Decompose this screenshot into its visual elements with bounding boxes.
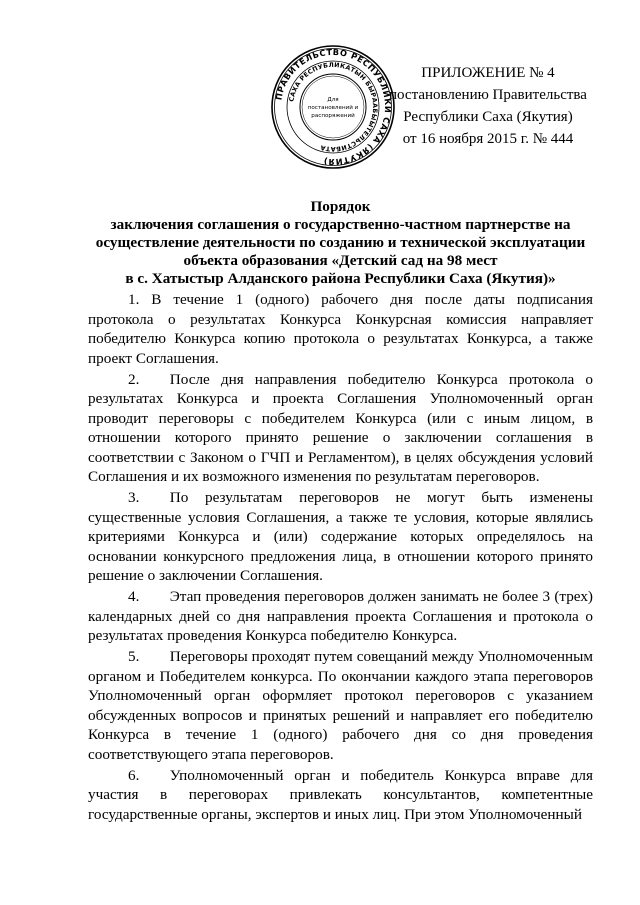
paragraph-line: отношении которого принято решение о заключении соглашения в (88, 429, 593, 446)
paragraph-line: решение о заключении Соглашения. (88, 567, 323, 584)
title-line: в с. Хатыстыр Алданского района Республики Саха (Якутия)» (125, 270, 556, 287)
paragraph-line: соответствии с Законом о ГЧП и Регламентом), в целях обсуждения условий (88, 448, 593, 466)
paragraph-line: результатах проведения Конкурса победителю Конкурса. (88, 627, 458, 644)
title-line: заключения соглашения о государственно-частном партнерстве на (110, 216, 571, 233)
paragraph-line: критериями Конкурса и (или) содержание которых определялось на (88, 528, 593, 545)
seal-outer-text: ПРАВИТЕЛЬСТВО РЕСПУБЛИКИ САХА (ЯКУТИЯ) (273, 46, 394, 168)
paragraph-line: участия в переговорах привлекать консультантов, компетентные (88, 786, 593, 803)
title-line: Порядок (310, 198, 371, 215)
paragraph-line: обсужденных вопросов и принятых решений и направляет его победителю (88, 706, 593, 724)
paragraph-line: государственные органы, экспертов и иных лиц. При этом Уполномоченный (88, 805, 582, 823)
paragraph-line: результатах Конкурса и проекта Соглашения Уполномоченный орган (88, 390, 593, 407)
paragraph-line: 5. Переговоры проходят путем совещаний между Уполномоченным (128, 648, 593, 665)
paragraph-line: проводит переговоры с победителем Конкурса (или с иным лицом, в (88, 409, 593, 427)
document-body (88, 290, 593, 826)
paragraph-line: 1. В течение 1 (одного) рабочего дня после даты подписания (128, 291, 593, 308)
seal-middle-text: САХА РЕСПУБЛИКАТЫН БЫРААБЫЫТЕЛЬСТИБАТА (288, 61, 379, 153)
seal-center-line-3: распоряжений (311, 113, 355, 119)
paragraph-line: протокола о результатах Конкурса Конкурсная комиссия направляет (88, 310, 593, 328)
paragraph-3 (88, 488, 593, 586)
paragraph-line: проект Соглашения. (88, 349, 219, 367)
paragraph-line: основании конкурсного предложения лица, в отношении которого принято (88, 547, 593, 565)
seal-center-line-2: постановлений и (307, 105, 359, 111)
seal-center-line-1: Для (327, 97, 339, 103)
paragraph-5 (88, 647, 593, 764)
paragraph-line: существенные условия Соглашения, а также те условия, которые являлись (88, 508, 593, 526)
appendix-title: ПРИЛОЖЕНИЕ № 4 (421, 65, 555, 81)
paragraph-line: органом и Победителем конкурса. По окончании каждого этапа переговоров (88, 667, 593, 685)
paragraph-line: Уполномоченный орган оформляет протокол переговоров с указанием (88, 687, 593, 704)
appendix-government-line: Республики Саха (Якутия) (403, 109, 573, 125)
appendix-header (368, 62, 608, 150)
paragraph-line: 4. Этап проведения переговоров должен занимать не более 3 (трех) (128, 588, 593, 605)
appendix-decree-line: постановлению Правительства (389, 87, 587, 103)
paragraph-line: Конкурса в течение 1 (одного) рабочего дня со дня проведения (88, 726, 593, 743)
paragraph-line: победителю Конкурса копию протокола о результатах Конкурса, а также (88, 330, 593, 347)
paragraph-2 (88, 370, 593, 487)
paragraph-4 (88, 587, 593, 646)
paragraph-1 (88, 290, 593, 368)
paragraph-line: 6. Уполномоченный орган и победитель Конкурса вправе для (128, 766, 593, 784)
paragraph-line: 2. После дня направления победителю Конкурса протокола о (128, 370, 593, 388)
paragraph-line: Соглашения и их возможного изменения по результатам переговоров. (88, 468, 540, 485)
title-line: объекта образования «Детский сад на 98 мест (183, 252, 498, 269)
appendix-date-line: от 16 ноября 2015 г. № 444 (402, 131, 574, 147)
paragraph-line: соответствующего этапа переговоров. (88, 745, 334, 763)
title-line: осуществление деятельности по созданию и технической эксплуатации (95, 234, 586, 251)
paragraph-line: 3. По результатам переговоров не могут быть изменены (128, 489, 593, 506)
document-title (88, 198, 593, 288)
paragraph-line: календарных дней со дня направления проекта Соглашения и протокола о (88, 607, 593, 625)
paragraph-6 (88, 766, 593, 825)
